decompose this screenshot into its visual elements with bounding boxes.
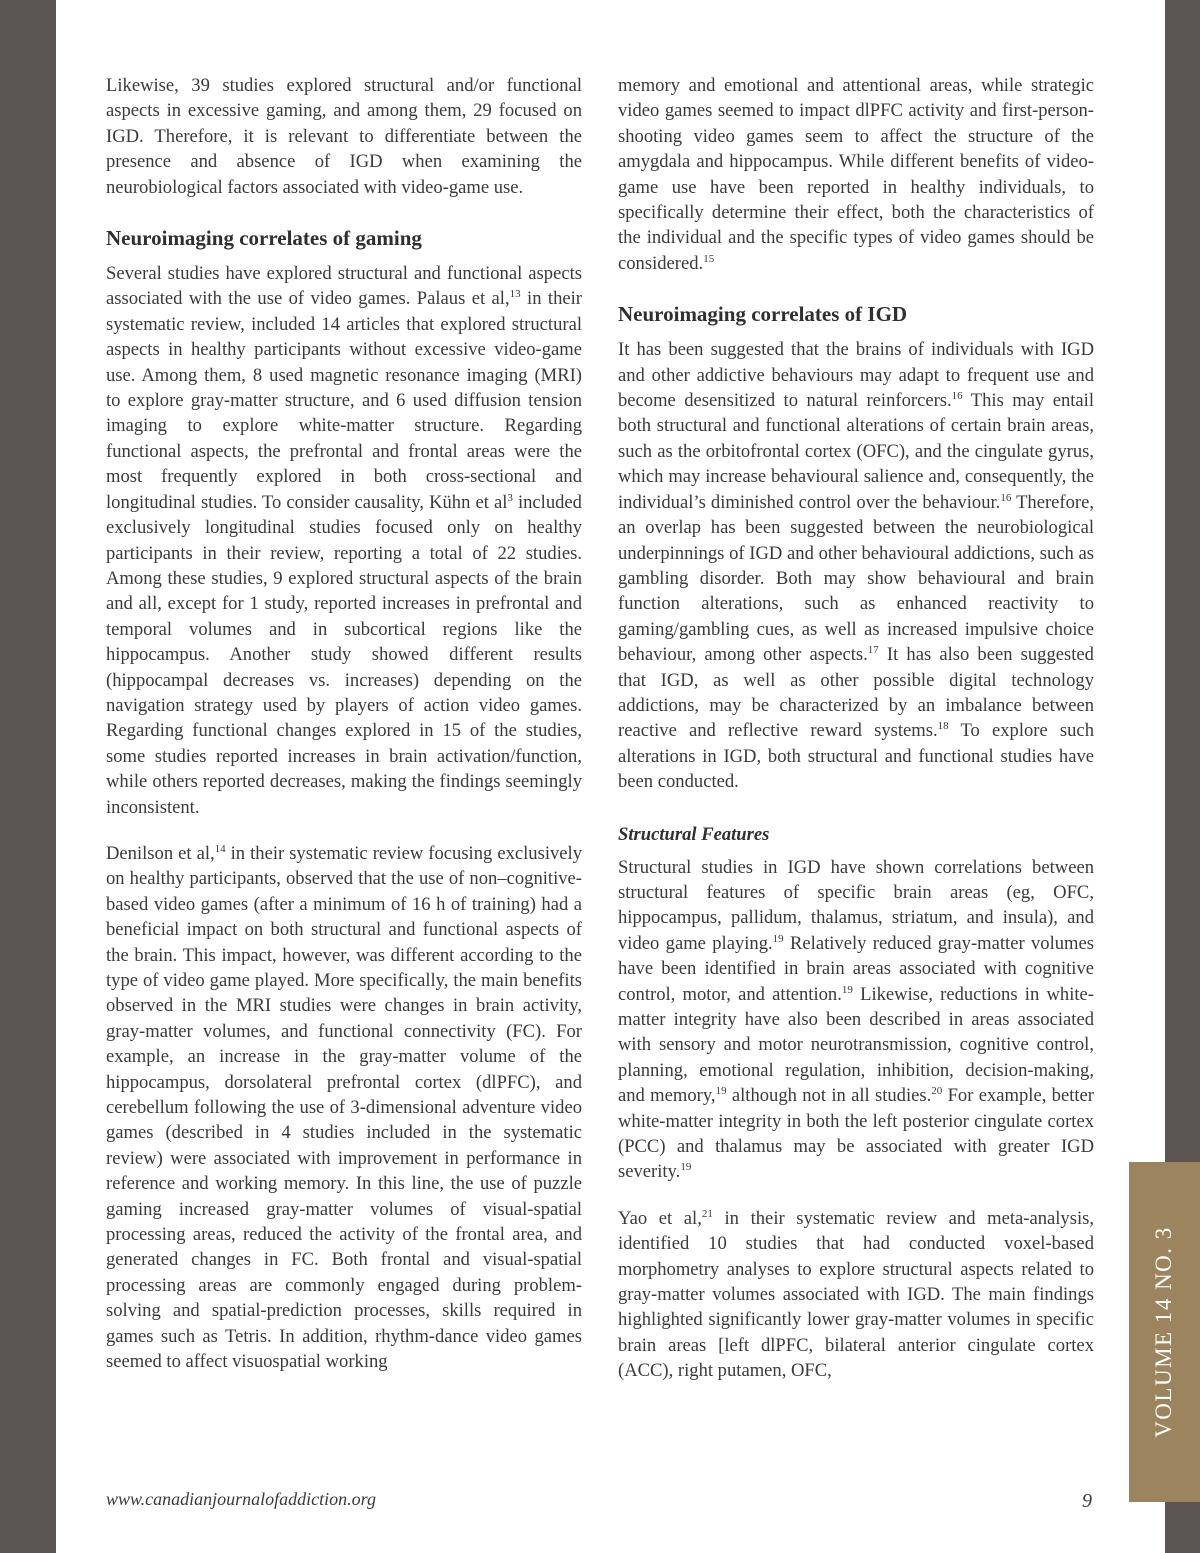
section-heading-igd: Neuroimaging correlates of IGD	[618, 302, 908, 327]
citation-ref: 14	[214, 842, 226, 855]
paragraph-yao-review: Yao et al,$^{21}$ in their systematic review and meta-analysis, identified 10 studies that had conducted voxel-based morphometry analyses to explore structural aspects related to gray-matter volumes associated with IGD. The main findings highlighted significantly lower gray-matter volumes in specific brain areas [left dlPFC, bilateral anterior cingulate cortex (ACC), right putamen, OFC,	[618, 1207, 1094, 1382]
paragraph-igd-adaptation: It has been suggested that the brains of individuals with IGD and other addictive behaviours may adapt to frequent use and become desensitized to natural reinforcers.$^{16}$ This may entail both structural and functional alterations of certain brain areas, such as the orbitofrontal cortex (OFC), and the cingulate gyrus, which may increase behavioural salience and, consequently, the individual’s diminished control over the behaviour.$^{16}$ Therefore, an overlap has been suggested between the neurobiological underpinnings of IGD and other behavioural addictions, such as gambling disorder. Both may show behavioural and brain function alterations, such as enhanced reactivity to gaming/gambling cues, as well as increased impulsive choice behaviour, among other aspects.$^{17}$ It has also been suggested that IGD, as well as other possible digital technology addictions, may be characterized by an imbalance between reactive and reflective reward systems.$^{18}$ To explore such alterations in IGD, both structural and functional studies have been conducted.	[618, 339, 1095, 793]
citation-ref: 20	[931, 1085, 943, 1098]
paragraph-gaming-studies: Several studies have explored structural and functional aspects associated with the use of video games. Palaus et al,$^{13}$ in their systematic review, included 14 articles that explored structural aspects in healthy participants without excessive video-game use. Among them, 8 used magnetic resonance imaging (MRI) to explore gray-matter structure, and 6 used diffusion tension imaging to explore white-matter structure. Regarding functional aspects, the prefrontal and frontal areas were the most frequently explored in both cross-sectional and longitudinal studies. To consider causality, Kühn et $al^3$ included exclusively longitudinal studies focused only on healthy participants in their review, reporting a total of 22 studies. Among these studies, 9 explored structural aspects of the brain and all, except for 1 study, reported increases in prefrontal and temporal volumes and in subcortical regions like the hippocampus. Another study showed different results (hippocampal decreases vs. increases) depending on the navigation strategy used by players of action video games. Regarding functional changes explored in 15 of the studies, some studies reported increases in brain activation/function, while others reported decreases, making the findings seemingly inconsistent.	[106, 263, 582, 818]
page-number: 9	[1082, 1490, 1092, 1512]
paragraph-denilson-review: Denilson et al,$^{14}$ in their systematic review focusing exclusively on healthy participants, observed that the use of non–cognitive-based video games (after a minimum of 16 h of training) had a beneficial impact on both structural and functional aspects of the brain. This impact, however, was different according to the type of video game played. More specifically, the main benefits observed in the MRI studies were changes in brain activity, gray-matter volumes, and functional connectivity (FC). For example, an increase in the gray-matter volume of the hippocampus, dorsolateral prefrontal cortex (dlPFC), and cerebellum following the use of 3-dimensional adventure video games (described in 4 studies included in the systematic review) were associated with improvement in performance in reference and working memory. In this line, the use of puzzle gaming increased gray-matter volumes of visual-spatial processing areas, reduced the activity of the frontal area, and generated changes in FC. Both frontal and visual-spatial processing areas are commonly engaged during problem-solving and spatial-prediction processes, skills required in games such as Tetris. In addition, rhythm-dance video games seemed to affect visuospatial working	[106, 842, 583, 1373]
citation-ref: 16	[951, 390, 963, 403]
paragraph-structural-studies: Structural studies in IGD have shown correlations between structural features of specific brain areas (eg, OFC, hippocampus, pallidum, thalamus, striatum, and insula), and video game playing.$^{19}$ Relatively reduced gray-matter volumes have been identified in brain areas associated with cognitive control, motor, and attention.$^{19}$ Likewise, reductions in white-matter integrity have also been described in areas associated with sensory and motor neurotransmission, cognitive control, planning, emotional regulation, inhibition, decision-making, and memory,$^{19}$ although not in all studies.$^{20}$ For example, better white-matter integrity in both the left posterior cingulate cortex (PCC) and thalamus may be associated with greater IGD severity.$^{19}$	[618, 856, 1094, 1183]
section-heading-gaming: Neuroimaging correlates of gaming	[106, 226, 422, 251]
subsection-heading-structural: Structural Features	[618, 823, 770, 845]
citation-ref: 19	[841, 983, 853, 996]
citation-ref: 21	[701, 1207, 713, 1220]
paragraph-excessive-gaming: Likewise, 39 studies explored structural and/or functional aspects in excessive gaming, and among them, 29 focused on IGD. Therefore, it is relevant to differentiate between the presence and absence of IGD when examining the neurobiological factors associated with video-game use.	[106, 75, 582, 198]
citation-ref: 19	[715, 1085, 727, 1098]
volume-label: VOLUME 14 NO. 3	[1151, 1226, 1176, 1438]
journal-url: www.canadianjournalofaddiction.org	[106, 1489, 377, 1509]
citation-ref: 17	[867, 644, 879, 657]
right-column	[618, 73, 1094, 1405]
citation-ref: 13	[509, 288, 521, 301]
citation-ref: 3	[507, 491, 513, 504]
citation-ref: 15	[703, 252, 715, 265]
left-column	[106, 73, 582, 1396]
citation-ref: 18	[937, 720, 949, 733]
paragraph-game-types: memory and emotional and attentional areas, while strategic video games seemed to impact dlPFC activity and first-person-shooting video games seem to affect the structure of the amygdala and hippocampus. While different benefits of video-game use have been reported in healthy individuals, to specifically determine their effect, both the characteristics of the individual and the specific types of video games should be considered.$^{15}$	[618, 75, 1094, 274]
citation-ref: 19	[680, 1161, 692, 1174]
citation-ref: 19	[772, 932, 784, 945]
citation-ref: 16	[1000, 491, 1012, 504]
